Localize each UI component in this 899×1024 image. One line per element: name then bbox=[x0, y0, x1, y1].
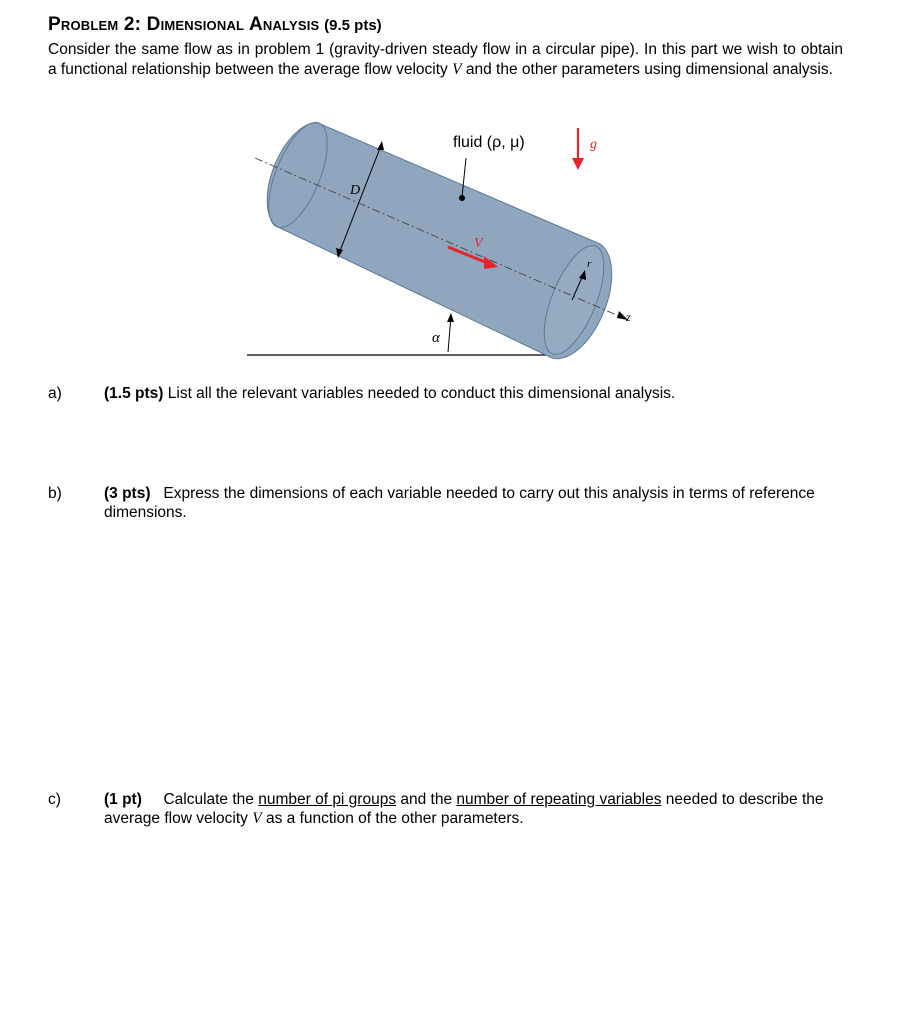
r-label: r bbox=[587, 258, 592, 270]
title-points: (9.5 pts) bbox=[324, 17, 382, 34]
question-c-text-2: and the bbox=[396, 791, 457, 808]
d-label: D bbox=[350, 183, 361, 198]
g-label: g bbox=[590, 137, 597, 152]
intro-var-v: V bbox=[452, 61, 462, 78]
question-c-text-3: needed to describe the average flow velocity bbox=[104, 791, 824, 827]
problem-title bbox=[48, 14, 382, 36]
intro-text-2: and the other parameters using dimensional analysis. bbox=[461, 61, 833, 78]
intro-paragraph bbox=[48, 40, 843, 80]
alpha-label: α bbox=[432, 330, 440, 346]
question-b-label: b) bbox=[48, 485, 62, 502]
intro-text-1: Consider the same flow as in problem 1 (gravity-driven steady flow in a circular pipe). In this part we wish to obtain a functional relationship between the average flow velocity bbox=[48, 41, 843, 78]
question-c-text-1: Calculate the bbox=[163, 791, 259, 808]
question-c-var-v: V bbox=[252, 810, 262, 827]
alpha-arrowhead bbox=[447, 313, 454, 322]
d-arrow-top bbox=[377, 141, 384, 150]
title-main: Problem 2: Dimensional Analysis bbox=[48, 14, 320, 35]
question-a-points: (1.5 pts) bbox=[104, 385, 164, 402]
question-a-label: a) bbox=[48, 385, 62, 402]
z-label: z bbox=[626, 310, 631, 324]
question-b-body bbox=[104, 484, 844, 522]
fluid-label: fluid (ρ, μ) bbox=[453, 134, 525, 151]
pi-groups-underlined: number of pi groups bbox=[258, 791, 397, 808]
question-c-points: (1 pt) bbox=[104, 791, 142, 808]
question-a-text: List all the relevant variables needed to conduct this dimensional analysis. bbox=[167, 385, 676, 402]
question-b-text: Express the dimensions of each variable needed to carry out this analysis in terms of reference dimensions. bbox=[104, 485, 815, 521]
v-label: V bbox=[474, 236, 483, 251]
question-b-points: (3 pts) bbox=[104, 485, 151, 502]
question-a-body bbox=[104, 384, 844, 403]
repeating-variables-underlined: number of repeating variables bbox=[456, 791, 662, 808]
pipe-figure bbox=[240, 110, 660, 360]
question-c-text-4: as a function of the other parameters. bbox=[261, 810, 524, 827]
gravity-arrowhead bbox=[572, 158, 584, 170]
question-c-body bbox=[104, 790, 844, 828]
fluid-dot bbox=[459, 195, 465, 201]
question-c-label: c) bbox=[48, 791, 61, 808]
